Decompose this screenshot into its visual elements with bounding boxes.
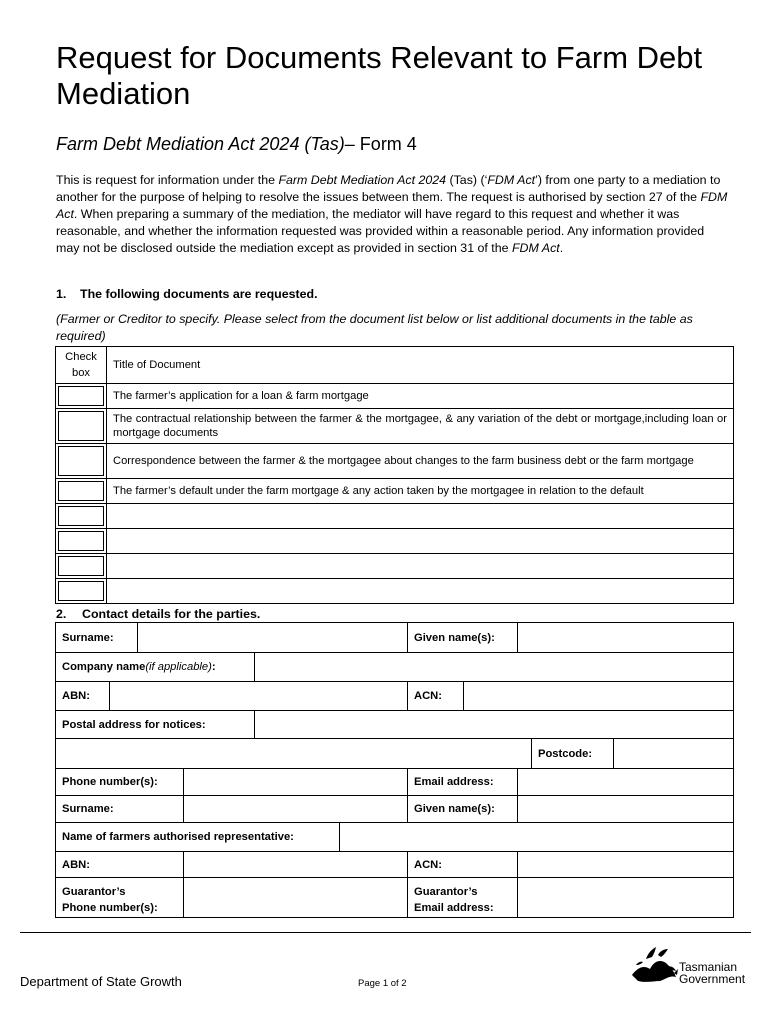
footer-divider — [20, 932, 751, 933]
surname-2-field[interactable] — [184, 796, 408, 822]
intro-paragraph — [56, 172, 728, 257]
acn-field[interactable] — [464, 682, 733, 710]
contact-row — [56, 796, 733, 823]
contact-details-table — [55, 622, 734, 918]
document-title-7[interactable] — [107, 554, 734, 579]
given-names-2-field[interactable] — [518, 796, 733, 822]
intro-act-abbr: FDM Act — [511, 241, 560, 255]
contact-row — [56, 823, 733, 852]
postcode-field[interactable] — [614, 739, 733, 768]
checkbox-cell — [56, 579, 107, 604]
contact-row — [56, 852, 733, 878]
section-1-heading — [56, 287, 318, 301]
table-row — [56, 444, 734, 479]
guarantor-phone-label-line2: Phone number(s): — [62, 902, 158, 914]
intro-act-abbr: FDM Act — [56, 190, 728, 221]
document-checkbox-7[interactable] — [58, 556, 104, 576]
company-name-field[interactable] — [255, 653, 733, 681]
company-name-label — [56, 653, 255, 681]
page-number: Page 1 of 2 — [358, 978, 407, 989]
form-title: Request for Documents Relevant to Farm Debt Mediation — [56, 40, 703, 111]
document-checkbox-1[interactable] — [58, 386, 104, 406]
section-heading-text: The following documents are requested. — [80, 287, 318, 301]
guarantor-phone-label — [56, 878, 184, 917]
guarantor-email-label-line2: Email address: — [414, 902, 494, 914]
document-checkbox-3[interactable] — [58, 446, 104, 476]
table-row — [56, 409, 734, 444]
document-title-5[interactable] — [107, 504, 734, 529]
contact-row — [56, 623, 733, 653]
section-heading-text: Contact details for the parties. — [82, 607, 261, 621]
abn-field[interactable] — [110, 682, 408, 710]
checkbox-cell — [56, 409, 107, 444]
table-row — [56, 479, 734, 504]
checkbox-cell — [56, 504, 107, 529]
company-name-colon: : — [211, 661, 216, 673]
guarantor-phone-label-line1: Guarantor’s — [62, 886, 126, 898]
guarantor-email-label-line1: Guarantor’s — [414, 886, 478, 898]
guarantor-email-field[interactable] — [518, 878, 733, 917]
guarantor-phone-field[interactable] — [184, 878, 408, 917]
email-field[interactable] — [518, 769, 733, 795]
logo-text-line2: Government — [679, 972, 746, 986]
document-checkbox-5[interactable] — [58, 506, 104, 526]
checkbox-cell — [56, 529, 107, 554]
abn-label: ABN: — [56, 682, 110, 710]
surname-2-label: Surname: — [56, 796, 184, 822]
document-title-3[interactable]: Correspondence between the farmer & the mortgagee about changes to the farm business debt or the farm mortgage — [107, 444, 734, 479]
table-row — [56, 554, 734, 579]
intro-act-name: Farm Debt Mediation Act 2024 — [278, 173, 447, 187]
abn-2-field[interactable] — [184, 852, 408, 877]
postal-address-label: Postal address for notices: — [56, 711, 255, 738]
act-name: Farm Debt Mediation Act 2024 (Tas) — [56, 134, 345, 154]
abn-2-label: ABN: — [56, 852, 184, 877]
document-checkbox-8[interactable] — [58, 581, 104, 601]
representative-label: Name of farmers authorised representative: — [56, 823, 340, 851]
document-title-6[interactable] — [107, 529, 734, 554]
intro-text: ’) from one party to a mediation to another for the purpose of helping to resolve the issues between them. The request is authorised by section 27 of the — [56, 173, 721, 204]
given-names-label: Given name(s): — [408, 623, 518, 652]
intro-text: (Tas) (‘ — [446, 173, 488, 187]
form-subtitle — [56, 133, 417, 155]
checkbox-cell — [56, 444, 107, 479]
acn-label: ACN: — [408, 682, 464, 710]
department-name: Department of State Growth — [20, 974, 182, 989]
intro-text: This is request for information under the — [56, 173, 279, 187]
logo-text — [679, 961, 745, 985]
section-number: 2. — [56, 607, 67, 621]
acn-2-field[interactable] — [518, 852, 733, 877]
postal-address-field[interactable] — [255, 711, 733, 738]
given-names-2-label: Given name(s): — [408, 796, 518, 822]
contact-row — [56, 653, 733, 682]
contact-row — [56, 769, 733, 796]
contact-row — [56, 682, 733, 711]
intro-text: . When preparing a summary of the mediation, the mediator will have regard to this request and whether it was reasonable, and whether the information requested was provided within a reasonable period. Any information provided may not be disclosed outside the mediation except as provided in section 31 of the — [56, 207, 705, 255]
table-header-row — [56, 347, 734, 384]
document-title-4[interactable]: The farmer’s default under the farm mortgage & any action taken by the mortgagee in relation to the default — [107, 479, 734, 504]
document-title-2[interactable]: The contractual relationship between the farmer & the mortgagee, & any variation of the debt or mortgage,including loan or mortgage documents — [107, 409, 734, 444]
intro-act-abbr: FDM Act — [487, 173, 536, 187]
guarantor-email-label — [408, 878, 518, 917]
phone-field[interactable] — [184, 769, 408, 795]
postal-address-line-field[interactable] — [56, 739, 532, 768]
section-number: 1. — [56, 287, 67, 301]
documents-table — [55, 346, 734, 604]
table-row — [56, 579, 734, 604]
company-name-text: Company name — [62, 661, 146, 673]
checkbox-cell — [56, 384, 107, 409]
company-name-note: (if applicable) — [145, 661, 212, 673]
table-row — [56, 504, 734, 529]
intro-text: . — [559, 241, 564, 255]
section-2-heading — [56, 607, 260, 621]
section-1-note: (Farmer or Creditor to specify. Please select from the document list below or list additional documents in the table as required) — [56, 312, 693, 343]
contact-row — [56, 739, 733, 769]
surname-field[interactable] — [138, 623, 408, 652]
email-label: Email address: — [408, 769, 518, 795]
check-box-header: Check box — [56, 347, 107, 384]
checkbox-cell — [56, 554, 107, 579]
document-checkbox-2[interactable] — [58, 411, 104, 441]
document-title-1[interactable]: The farmer’s application for a loan & farm mortgage — [107, 384, 734, 409]
contact-row — [56, 878, 733, 917]
acn-2-label: ACN: — [408, 852, 518, 877]
logo-text-line1: Tasmanian — [679, 960, 738, 974]
document-checkbox-4[interactable] — [58, 481, 104, 501]
table-row — [56, 384, 734, 409]
document-checkbox-6[interactable] — [58, 531, 104, 551]
form-number: – Form 4 — [344, 134, 417, 154]
surname-label: Surname: — [56, 623, 138, 652]
phone-label: Phone number(s): — [56, 769, 184, 795]
title-of-document-header: Title of Document — [107, 347, 734, 384]
contact-row — [56, 711, 733, 739]
document-title-8[interactable] — [107, 579, 734, 604]
given-names-field[interactable] — [518, 623, 733, 652]
postcode-label: Postcode: — [532, 739, 614, 768]
representative-field[interactable] — [340, 823, 733, 851]
checkbox-cell — [56, 479, 107, 504]
table-row — [56, 529, 734, 554]
